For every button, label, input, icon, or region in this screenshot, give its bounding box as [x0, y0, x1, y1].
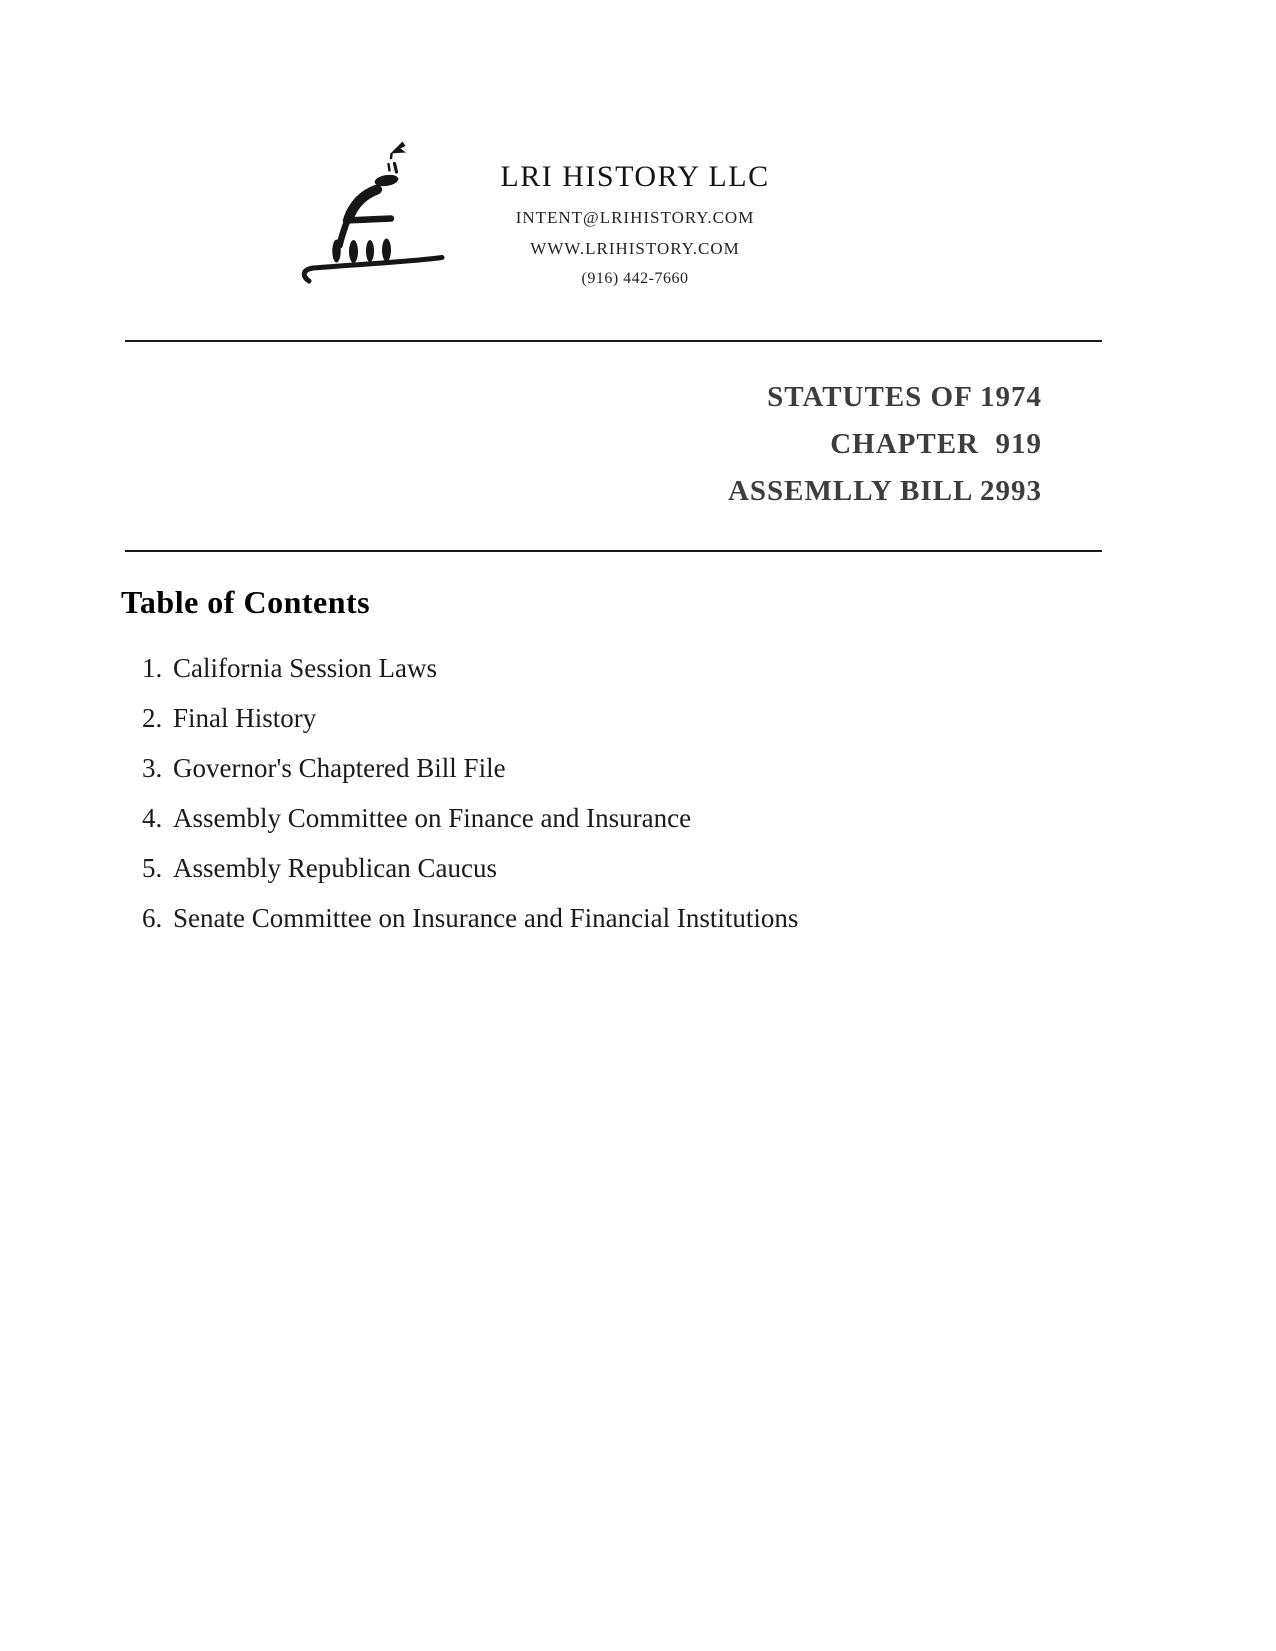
toc-title: Table of Contents — [121, 584, 371, 620]
toc-item-number: 1. — [142, 653, 163, 683]
toc-item-number: 4. — [142, 803, 163, 833]
chapter-line: CHAPTER 919 — [830, 428, 1042, 460]
toc-item — [142, 705, 798, 732]
toc-item-number: 5. — [142, 853, 163, 883]
toc-item — [142, 655, 798, 682]
toc-item — [142, 905, 798, 932]
case-info-block — [500, 374, 1042, 515]
contact-website: WWW.LRIHISTORY.COM — [530, 239, 740, 258]
toc-item-label: Final History — [173, 703, 317, 733]
divider-top — [125, 340, 1102, 342]
contact-phone: (916) 442-7660 — [581, 270, 689, 287]
toc-item — [142, 805, 798, 832]
toc-item-label: Senate Committee on Insurance and Financial Institutions — [173, 903, 799, 933]
statutes-line: STATUTES OF 1974 — [767, 381, 1042, 413]
toc-item-number: 6. — [142, 903, 163, 933]
toc-item-label: Assembly Republican Caucus — [173, 853, 497, 883]
toc-item-label: California Session Laws — [173, 653, 437, 683]
toc-item-number: 3. — [142, 753, 163, 783]
capitol-dome-icon — [290, 120, 450, 290]
company-name: LRI HISTORY LLC — [500, 160, 770, 193]
contact-email: INTENT@LRIHISTORY.COM — [515, 208, 755, 227]
toc-item-label: Governor's Chaptered Bill File — [173, 753, 506, 783]
toc-item — [142, 855, 798, 882]
toc-item-label: Assembly Committee on Finance and Insurance — [173, 803, 692, 833]
divider-bottom — [125, 550, 1102, 552]
toc-list — [142, 655, 798, 955]
letterhead — [440, 162, 830, 291]
toc-item — [142, 755, 798, 782]
toc-item-number: 2. — [142, 703, 163, 733]
bill-line: ASSEMLLY BILL 2993 — [727, 475, 1042, 507]
